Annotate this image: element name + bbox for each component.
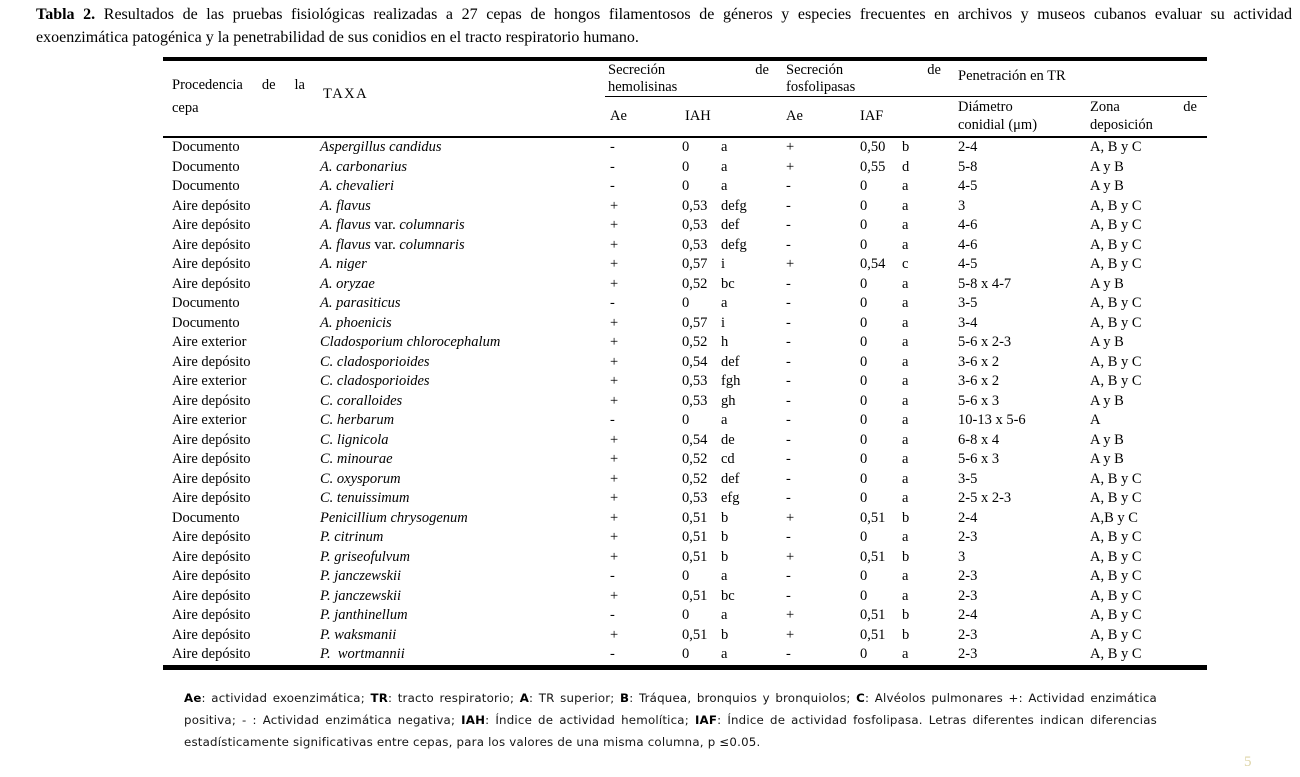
cell-iaf: 0 a <box>860 314 909 331</box>
cell-diametro: 4-5 <box>958 256 978 272</box>
cell-zona: A y B <box>1090 451 1124 467</box>
cell-taxa: A. flavus var. columnaris <box>320 236 465 253</box>
cell-procedencia: Aire depósito <box>172 646 251 662</box>
cell-iah: 0,52 bc <box>682 275 735 292</box>
cell-iaf: 0 a <box>860 334 909 350</box>
caption-text-line1: Resultados de las pruebas fisiológicas realizadas a 27 cepas de hongos filamentosos de géneros y especies frecuentes en archivos y museos cubanos evaluar su actividad <box>103 6 1293 23</box>
cell-diametro: 2-3 <box>958 529 978 545</box>
cell-ae-fosfolipasas: - <box>786 314 791 331</box>
cell-procedencia: Aire depósito <box>172 431 251 448</box>
cell-iah: 0 a <box>682 178 728 194</box>
cell-procedencia: Documento <box>172 314 240 331</box>
cell-taxa: A. flavus <box>320 197 371 214</box>
cell-ae-fosfolipasas: - <box>786 568 791 584</box>
cell-iah: 0,52 cd <box>682 451 735 467</box>
cell-ae-hemolisinas: - <box>610 646 615 662</box>
cell-diametro: 3-6 x 2 <box>958 353 1000 370</box>
cell-iaf: 0 a <box>860 275 909 292</box>
table-row <box>163 333 1207 353</box>
cell-zona: A, B y C <box>1090 236 1142 253</box>
cell-diametro: 4-6 <box>958 217 978 233</box>
cell-iah: 0,53 def <box>682 217 740 233</box>
cell-iaf: 0,50 b <box>860 139 910 155</box>
cell-iaf: 0,51 b <box>860 607 910 623</box>
cell-ae-hemolisinas: - <box>610 607 615 623</box>
cell-zona: A, B y C <box>1090 373 1142 389</box>
table-row <box>163 411 1207 431</box>
caption-text-line2: exoenzimática patogénica y la penetrabilidad de sus conidios en el tracto respiratorio humano. <box>36 28 639 46</box>
cell-zona: A, B y C <box>1090 646 1142 662</box>
cell-procedencia: Aire depósito <box>172 626 251 643</box>
cell-procedencia: Aire depósito <box>172 353 251 370</box>
cell-ae-hemolisinas: + <box>610 548 619 565</box>
cell-ae-hemolisinas: + <box>610 392 619 409</box>
cell-taxa: Cladosporium chlorocephalum <box>320 334 501 350</box>
table-row <box>163 255 1207 275</box>
cell-ae-hemolisinas: + <box>610 314 619 331</box>
cell-taxa: C. cladosporioides <box>320 373 430 389</box>
table-row <box>163 197 1207 217</box>
table-row <box>163 353 1207 373</box>
cell-iaf: 0 a <box>860 353 909 370</box>
table-row <box>163 489 1207 509</box>
cell-iaf: 0 a <box>860 470 909 487</box>
caption-label: Tabla 2. <box>36 6 96 23</box>
cell-iah: 0,53 gh <box>682 392 736 409</box>
cell-iah: 0,51 b <box>682 529 729 545</box>
cell-diametro: 2-3 <box>958 626 978 643</box>
cell-ae-hemolisinas: - <box>610 412 615 428</box>
cell-zona: A, B y C <box>1090 568 1142 584</box>
cell-iaf: 0 a <box>860 451 909 467</box>
cell-iah: 0,51 b <box>682 626 729 643</box>
table-row <box>163 509 1207 529</box>
cell-procedencia: Documento <box>172 158 240 175</box>
cell-zona: A, B y C <box>1090 626 1142 643</box>
cell-zona: A, B y C <box>1090 295 1142 311</box>
cell-iah: 0 a <box>682 139 728 155</box>
cell-ae-hemolisinas: + <box>610 529 619 545</box>
table-row <box>163 294 1207 314</box>
cell-taxa: P. janthinellum <box>320 607 408 623</box>
cell-ae-fosfolipasas: + <box>786 626 795 643</box>
table-row <box>163 528 1207 548</box>
cell-zona: A, B y C <box>1090 353 1142 370</box>
table-row <box>163 606 1207 626</box>
cell-iah: 0,51 b <box>682 509 729 526</box>
cell-procedencia: Documento <box>172 295 240 311</box>
table-row <box>163 158 1207 178</box>
cell-taxa: C. lignicola <box>320 431 389 448</box>
cell-diametro: 10-13 x 5-6 <box>958 412 1026 428</box>
cell-ae-hemolisinas: + <box>610 509 619 526</box>
cell-ae-hemolisinas: + <box>610 587 619 604</box>
cell-iaf: 0 a <box>860 568 909 584</box>
cell-zona: A y B <box>1090 431 1124 448</box>
cell-taxa: A. chevalieri <box>320 178 395 194</box>
cell-diametro: 3-5 <box>958 295 978 311</box>
cell-diametro: 5-8 <box>958 158 978 175</box>
cell-iah: 0 a <box>682 568 728 584</box>
cell-diametro: 5-8 x 4-7 <box>958 275 1012 292</box>
cell-ae-fosfolipasas: - <box>786 470 791 487</box>
cell-taxa: P. griseofulvum <box>320 548 410 565</box>
cell-zona: A, B y C <box>1090 529 1142 545</box>
cell-zona: A, B y C <box>1090 197 1142 214</box>
cell-ae-fosfolipasas: + <box>786 509 795 526</box>
cell-taxa: A. flavus var. columnaris <box>320 217 465 233</box>
cell-procedencia: Documento <box>172 509 240 526</box>
cell-diametro: 5-6 x 3 <box>958 451 1000 467</box>
cell-zona: A, B y C <box>1090 607 1142 623</box>
cell-procedencia: Aire depósito <box>172 256 251 272</box>
cell-zona: A y B <box>1090 275 1124 292</box>
table-caption <box>36 4 1292 49</box>
col-header-diametro <box>955 97 1087 136</box>
cell-taxa: C. herbarum <box>320 412 395 428</box>
cell-procedencia: Aire depósito <box>172 607 251 623</box>
table-row <box>163 587 1207 607</box>
cell-ae-fosfolipasas: - <box>786 217 791 233</box>
col-group-hemolisinas-line1: Secreción de <box>608 62 769 78</box>
table-row <box>163 431 1207 451</box>
cell-ae-hemolisinas: + <box>610 197 619 214</box>
footnote-abbreviation: C <box>856 691 865 705</box>
footnote-text: : Índice de actividad hemolítica; <box>485 712 695 727</box>
cell-iah: 0,54 def <box>682 353 740 370</box>
col-header-diametro-line2: conidial (μm) <box>958 116 1038 133</box>
cell-procedencia: Aire depósito <box>172 490 251 506</box>
cell-iah: 0,51 bc <box>682 587 735 604</box>
table-row <box>163 626 1207 646</box>
cell-iaf: 0 a <box>860 295 909 311</box>
cell-procedencia: Aire depósito <box>172 529 251 545</box>
cell-zona: A, B y C <box>1090 256 1142 272</box>
cell-iaf: 0 a <box>860 431 909 448</box>
cell-ae-fosfolipasas: + <box>786 256 795 272</box>
cell-taxa: P. janczewskii <box>320 568 402 584</box>
cell-diametro: 3-5 <box>958 470 978 487</box>
cell-zona: A, B y C <box>1090 314 1142 331</box>
col-header-procedencia <box>163 61 317 136</box>
cell-iah: 0,57 i <box>682 256 726 272</box>
cell-diametro: 2-5 x 2-3 <box>958 490 1012 506</box>
cell-ae-fosfolipasas: - <box>786 178 791 194</box>
cell-iah: 0,52 def <box>682 470 740 487</box>
cell-taxa: A. parasiticus <box>320 295 401 311</box>
cell-taxa: A. carbonarius <box>320 158 407 175</box>
cell-iah: 0,53 defg <box>682 236 747 253</box>
cell-iah: 0 a <box>682 158 728 175</box>
cell-iaf: 0 a <box>860 646 909 662</box>
cell-ae-fosfolipasas: + <box>786 548 795 565</box>
cell-diametro: 2-3 <box>958 587 978 604</box>
cell-ae-fosfolipasas: - <box>786 646 791 662</box>
cell-iah: 0,51 b <box>682 548 729 565</box>
cell-diametro: 5-6 x 2-3 <box>958 334 1012 350</box>
cell-zona: A, B y C <box>1090 470 1142 487</box>
cell-ae-hemolisinas: + <box>610 470 619 487</box>
table-row <box>163 138 1207 158</box>
footnote-abbreviation: Ae <box>184 691 202 705</box>
cell-ae-fosfolipasas: - <box>786 295 791 311</box>
col-header-zona-line1: Zona de <box>1090 99 1197 115</box>
cell-procedencia: Documento <box>172 139 240 155</box>
table-row <box>163 275 1207 295</box>
cell-iaf: 0,51 b <box>860 626 910 643</box>
cell-ae-fosfolipasas: + <box>786 607 795 623</box>
cell-ae-fosfolipasas: - <box>786 587 791 604</box>
cell-iaf: 0 a <box>860 236 909 253</box>
cell-diametro: 2-3 <box>958 568 978 584</box>
cell-iah: 0,53 efg <box>682 490 740 506</box>
col-header-zona <box>1087 97 1207 136</box>
footnote-text: : Alvéolos pulmonares +: Actividad enzimática positiva; - : Actividad enzimática negativa; <box>184 691 1157 727</box>
table-row <box>163 548 1207 568</box>
cell-iaf: 0,51 b <box>860 509 910 526</box>
cell-diametro: 3-4 <box>958 314 978 331</box>
footnote-abbreviation: IAH <box>461 712 486 727</box>
footnote-text: : Índice de actividad fosfolipasa. Letras diferentes indican diferencias estadísticamente significativas entre cepas, para los valores de una misma columna, p ≤0.05. <box>184 712 1157 749</box>
col-header-taxa: TAXA <box>323 86 369 102</box>
cell-ae-hemolisinas: - <box>610 295 615 311</box>
cell-zona: A, B y C <box>1090 490 1142 506</box>
caption-line1 <box>36 4 1292 27</box>
cell-diametro: 5-6 x 3 <box>958 392 1000 409</box>
cell-ae-fosfolipasas: + <box>786 158 795 175</box>
cell-zona: A, B y C <box>1090 139 1142 155</box>
cell-ae-hemolisinas: + <box>610 256 619 272</box>
cell-diametro: 2-3 <box>958 646 978 662</box>
cell-diametro: 3 <box>958 197 966 214</box>
col-header-ae-fosfolipasas: Ae <box>786 108 803 124</box>
table-row <box>163 645 1207 665</box>
col-header-iah: IAH <box>685 108 711 124</box>
col-group-fosfolipasas-line2: fosfolipasas <box>786 79 856 95</box>
cell-ae-hemolisinas: - <box>610 158 615 175</box>
col-header-procedencia-line2: cepa <box>172 99 199 116</box>
cell-ae-fosfolipasas: - <box>786 353 791 370</box>
cell-ae-fosfolipasas: - <box>786 334 791 350</box>
cell-taxa: C. minourae <box>320 451 393 467</box>
cell-procedencia: Aire depósito <box>172 275 251 292</box>
footnote-abbreviation: TR <box>370 691 388 705</box>
cell-procedencia: Aire depósito <box>172 197 251 214</box>
cell-iah: 0 a <box>682 607 728 623</box>
cell-taxa: A. phoenicis <box>320 314 392 331</box>
col-group-penetracion-label: Penetración en TR <box>958 68 1066 84</box>
cell-iah: 0,54 de <box>682 431 735 448</box>
cell-ae-fosfolipasas: - <box>786 412 791 428</box>
cell-ae-fosfolipasas: - <box>786 275 791 292</box>
cell-procedencia: Aire depósito <box>172 392 251 409</box>
cell-ae-hemolisinas: + <box>610 626 619 643</box>
cell-zona: A y B <box>1090 158 1124 175</box>
cell-iah: 0 a <box>682 295 728 311</box>
cell-ae-fosfolipasas: - <box>786 392 791 409</box>
cell-zona: A, B y C <box>1090 587 1142 604</box>
cell-iah: 0 a <box>682 412 728 428</box>
cell-ae-fosfolipasas: + <box>786 139 795 155</box>
cell-procedencia: Aire depósito <box>172 548 251 565</box>
cell-iaf: 0 a <box>860 392 909 409</box>
cell-zona: A y B <box>1090 178 1124 194</box>
cell-procedencia: Aire exterior <box>172 412 247 428</box>
cell-ae-hemolisinas: + <box>610 275 619 292</box>
cell-ae-hemolisinas: - <box>610 568 615 584</box>
cell-taxa: A. oryzae <box>320 275 375 292</box>
cell-taxa: C. coralloides <box>320 392 403 409</box>
cell-iaf: 0 a <box>860 587 909 604</box>
col-group-fosfolipasas-line1: Secreción de <box>786 62 941 78</box>
cell-taxa: P. janczewskii <box>320 587 402 604</box>
cell-diametro: 2-4 <box>958 607 978 623</box>
cell-taxa: P. waksmanii <box>320 626 397 643</box>
table-header <box>163 61 1207 138</box>
cell-ae-fosfolipasas: - <box>786 451 791 467</box>
footnote-text: : TR superior; <box>529 691 621 705</box>
cell-ae-fosfolipasas: - <box>786 236 791 253</box>
cell-procedencia: Aire depósito <box>172 587 251 604</box>
cell-iah: 0,52 h <box>682 334 729 350</box>
col-group-fosfolipasas <box>783 61 955 97</box>
cell-diametro: 2-4 <box>958 139 978 155</box>
col-group-hemolisinas <box>605 61 783 97</box>
footnote-text: : actividad exoenzimática; <box>201 691 371 705</box>
footnote-abbreviation: B <box>620 691 630 705</box>
cell-diametro: 3 <box>958 548 966 565</box>
data-table <box>163 57 1207 670</box>
cell-procedencia: Aire depósito <box>172 470 251 487</box>
cell-ae-hemolisinas: + <box>610 334 619 350</box>
cell-ae-hemolisinas: + <box>610 353 619 370</box>
cell-zona: A, B y C <box>1090 548 1142 565</box>
table-row <box>163 236 1207 256</box>
cell-ae-hemolisinas: + <box>610 217 619 233</box>
table-body <box>163 138 1207 665</box>
col-header-diametro-line1: Diámetro <box>958 99 1013 115</box>
cell-ae-hemolisinas: + <box>610 373 619 389</box>
cell-taxa: Aspergillus candidus <box>320 139 442 155</box>
cell-taxa: C. oxysporum <box>320 470 401 487</box>
table-row <box>163 372 1207 392</box>
cell-procedencia: Aire depósito <box>172 568 251 584</box>
footnote-text: : Tráquea, bronquios y bronquiolos; <box>629 691 857 705</box>
cell-taxa: A. niger <box>320 256 367 272</box>
cell-procedencia: Aire exterior <box>172 334 247 350</box>
cell-ae-hemolisinas: + <box>610 451 619 467</box>
col-group-penetracion <box>955 61 1207 97</box>
col-header-ae-hemolisinas: Ae <box>610 108 627 124</box>
cell-ae-fosfolipasas: - <box>786 529 791 545</box>
cell-iaf: 0 a <box>860 373 909 389</box>
col-header-procedencia-line1: Procedencia de la <box>172 77 305 93</box>
cell-iaf: 0 a <box>860 178 909 194</box>
cell-taxa: C. tenuissimum <box>320 490 410 506</box>
col-header-iaf: IAF <box>860 108 884 124</box>
cell-iaf: 0 a <box>860 529 909 545</box>
table-footnote <box>184 688 1157 753</box>
cell-ae-hemolisinas: + <box>610 236 619 253</box>
cell-procedencia: Aire depósito <box>172 217 251 233</box>
cell-taxa: P. citrinum <box>320 529 384 545</box>
cell-diametro: 3-6 x 2 <box>958 373 1000 389</box>
cell-diametro: 4-6 <box>958 236 978 253</box>
table-row <box>163 216 1207 236</box>
cell-ae-fosfolipasas: - <box>786 373 791 389</box>
cell-iaf: 0 a <box>860 197 909 214</box>
cell-iaf: 0,54 c <box>860 256 909 272</box>
cell-diametro: 4-5 <box>958 178 978 194</box>
table-row <box>163 314 1207 334</box>
footnote-text: : tracto respiratorio; <box>388 691 520 705</box>
cell-iaf: 0,51 b <box>860 548 910 565</box>
cell-iah: 0,53 defg <box>682 197 747 214</box>
cell-ae-fosfolipasas: - <box>786 197 791 214</box>
cell-diametro: 2-4 <box>958 509 978 526</box>
cell-procedencia: Aire exterior <box>172 373 247 389</box>
col-header-zona-line2: deposición <box>1090 116 1153 133</box>
cell-diametro: 6-8 x 4 <box>958 431 1000 448</box>
cell-taxa: C. cladosporioides <box>320 353 430 370</box>
cell-procedencia: Documento <box>172 178 240 194</box>
cell-ae-hemolisinas: - <box>610 178 615 194</box>
table-row <box>163 567 1207 587</box>
table-row <box>163 450 1207 470</box>
table-row <box>163 177 1207 197</box>
cell-taxa: P. wortmannii <box>320 646 405 662</box>
cell-iah: 0,57 i <box>682 314 726 331</box>
cell-zona: A, B y C <box>1090 217 1142 233</box>
cell-ae-fosfolipasas: - <box>786 431 791 448</box>
cell-iah: 0,53 fgh <box>682 373 741 389</box>
table-row <box>163 470 1207 490</box>
cell-taxa: Penicillium chrysogenum <box>320 509 468 526</box>
table-row <box>163 392 1207 412</box>
cell-zona: A y B <box>1090 334 1124 350</box>
cell-iah: 0 a <box>682 646 728 662</box>
cell-ae-hemolisinas: + <box>610 431 619 448</box>
cell-iaf: 0 a <box>860 217 909 233</box>
cell-iaf: 0,55 d <box>860 158 910 175</box>
cell-procedencia: Aire depósito <box>172 451 251 467</box>
cell-iaf: 0 a <box>860 412 909 428</box>
cell-ae-hemolisinas: + <box>610 490 619 506</box>
cell-zona: A,B y C <box>1090 509 1138 526</box>
cell-zona: A <box>1090 412 1101 428</box>
footnote-abbreviation: A <box>519 691 530 705</box>
page-number: 5 <box>1244 754 1252 770</box>
cell-ae-fosfolipasas: - <box>786 490 791 506</box>
cell-procedencia: Aire depósito <box>172 236 251 253</box>
cell-zona: A y B <box>1090 392 1124 409</box>
col-group-hemolisinas-line2: hemolisinas <box>608 79 678 95</box>
cell-iaf: 0 a <box>860 490 909 506</box>
cell-ae-hemolisinas: - <box>610 139 615 155</box>
footnote-abbreviation: IAF <box>694 712 718 727</box>
